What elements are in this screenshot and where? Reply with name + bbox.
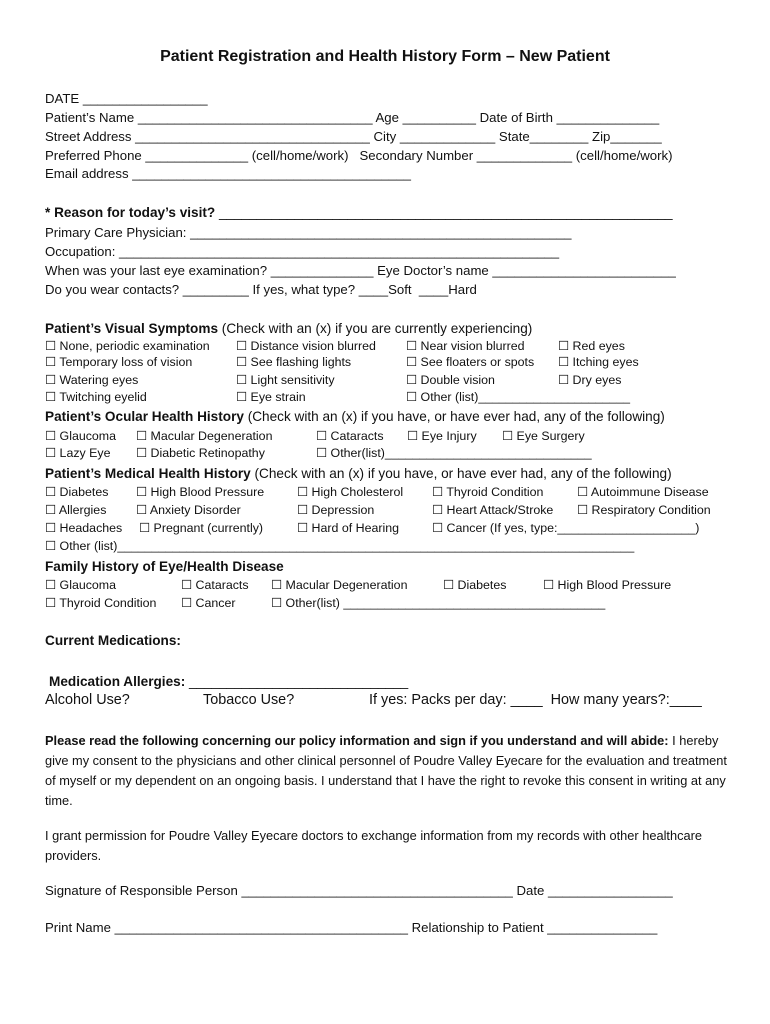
checkbox-respiratory[interactable]: ☐ Respiratory Condition — [577, 503, 711, 517]
medical-note: (Check with an (x) if you have, or have ever had, any of the following) — [250, 466, 672, 481]
checkbox-lazy-eye[interactable]: ☐ Lazy Eye — [45, 446, 111, 460]
checkbox-high-blood-pressure[interactable]: ☐ High Blood Pressure — [136, 485, 265, 499]
checkbox-watering-eyes[interactable]: ☐ Watering eyes — [45, 373, 139, 387]
checkbox-dry-eyes[interactable]: ☐ Dry eyes — [558, 373, 622, 387]
email-line[interactable]: Email address ______________________________________ — [45, 166, 411, 181]
checkbox-floaters[interactable]: ☐ See floaters or spots — [406, 355, 535, 369]
medication-allergies-line[interactable] — [49, 674, 408, 690]
signature-line[interactable]: Signature of Responsible Person _____________________________________ Date _________________ — [45, 883, 673, 898]
permission-paragraph: I grant permission for Poudre Valley Eyecare doctors to exchange information from my records with other healthcare providers. — [45, 828, 702, 863]
tobacco-use-label[interactable]: Tobacco Use? — [203, 692, 295, 708]
checkbox-family-high-bp[interactable]: ☐ High Blood Pressure — [543, 578, 672, 592]
current-medications-label: Current Medications: — [45, 633, 181, 648]
checkbox-heart-attack[interactable]: ☐ Heart Attack/Stroke — [432, 503, 554, 517]
physician-line[interactable]: Primary Care Physician: ____________________________________________________ — [45, 225, 572, 240]
checkbox-double-vision[interactable]: ☐ Double vision — [406, 373, 495, 387]
packs-per-day-line[interactable]: If yes: Packs per day: ____ How many years?:____ — [369, 692, 702, 708]
phone-line[interactable]: Preferred Phone ______________ (cell/home/work) Secondary Number _____________ (cell/home/work) — [45, 148, 673, 163]
checkbox-light-sensitivity[interactable]: ☐ Light sensitivity — [236, 373, 335, 387]
checkbox-family-macular[interactable]: ☐ Macular Degeneration — [271, 578, 408, 592]
visual-note: (Check with an (x) if you are currently experiencing) — [218, 321, 533, 336]
checkbox-eye-injury[interactable]: ☐ Eye Injury — [407, 429, 477, 443]
medication-allergies-blank[interactable]: _____________________________ — [185, 674, 409, 689]
patient-name-line[interactable]: Patient’s Name ________________________________ Age __________ Date of Birth ______________ — [45, 110, 660, 125]
checkbox-allergies[interactable]: ☐ Allergies — [45, 503, 107, 517]
checkbox-anxiety[interactable]: ☐ Anxiety Disorder — [136, 503, 241, 517]
checkbox-visual-other[interactable]: ☐ Other (list)______________________ — [406, 390, 630, 404]
checkbox-itching-eyes[interactable]: ☐ Itching eyes — [558, 355, 639, 369]
checkbox-medical-other[interactable]: ☐ Other (list)___________________________________________________________________________ — [45, 539, 635, 553]
checkbox-family-glaucoma[interactable]: ☐ Glaucoma — [45, 578, 117, 592]
checkbox-diabetes[interactable]: ☐ Diabetes — [45, 485, 109, 499]
address-line[interactable]: Street Address ________________________________ City _____________ State________ Zip_______ — [45, 129, 662, 144]
checkbox-pregnant[interactable]: ☐ Pregnant (currently) — [139, 521, 264, 535]
checkbox-hard-of-hearing[interactable]: ☐ Hard of Hearing — [297, 521, 400, 535]
checkbox-distance-blurred[interactable]: ☐ Distance vision blurred — [236, 339, 376, 353]
medical-history-heading — [45, 465, 672, 482]
checkbox-glaucoma[interactable]: ☐ Glaucoma — [45, 429, 117, 443]
checkbox-near-blurred[interactable]: ☐ Near vision blurred — [406, 339, 525, 353]
last-exam-line[interactable]: When was your last eye examination? ______________ Eye Doctor’s name _________________________ — [45, 263, 676, 278]
visual-symptoms-heading — [45, 320, 532, 337]
form-title: Patient Registration and Health History Form – New Patient — [160, 48, 610, 65]
checkbox-eye-surgery[interactable]: ☐ Eye Surgery — [502, 429, 585, 443]
medication-allergies-label: Medication Allergies: — [49, 674, 186, 689]
checkbox-cancer[interactable]: ☐ Cancer (If yes, type:____________________) — [432, 521, 700, 535]
checkbox-red-eyes[interactable]: ☐ Red eyes — [558, 339, 625, 353]
family-history-heading: Family History of Eye/Health Disease — [45, 559, 284, 574]
checkbox-none-periodic[interactable]: ☐ None, periodic examination — [45, 339, 210, 353]
checkbox-cataracts[interactable]: ☐ Cataracts — [316, 429, 384, 443]
checkbox-ocular-other[interactable]: ☐ Other(list)______________________________ — [316, 446, 592, 460]
checkbox-headaches[interactable]: ☐ Headaches — [45, 521, 123, 535]
checkbox-thyroid-condition[interactable]: ☐ Thyroid Condition — [432, 485, 544, 499]
checkbox-high-cholesterol[interactable]: ☐ High Cholesterol — [297, 485, 404, 499]
print-name-line[interactable]: Print Name ________________________________________ Relationship to Patient _______________ — [45, 920, 658, 935]
checkbox-flashing-lights[interactable]: ☐ See flashing lights — [236, 355, 352, 369]
checkbox-diabetic-retinopathy[interactable]: ☐ Diabetic Retinopathy — [136, 446, 265, 460]
checkbox-family-other[interactable]: ☐ Other(list) ______________________________________ — [271, 596, 606, 610]
ocular-history-heading — [45, 408, 665, 425]
checkbox-family-cataracts[interactable]: ☐ Cataracts — [181, 578, 249, 592]
checkbox-macular-degeneration[interactable]: ☐ Macular Degeneration — [136, 429, 273, 443]
ocular-note: (Check with an (x) if you have, or have ever had, any of the following) — [243, 409, 665, 424]
policy-text: I hereby give my consent to the physicians and other clinical personnel of Poudre Valley Eyecare for the evaluation and treatment of myself or my dependent on an ongoing basis. I understand that I have the right to revoke this consent in writing at any time. — [45, 733, 727, 808]
checkbox-twitching-eyelid[interactable]: ☐ Twitching eyelid — [45, 390, 147, 404]
date-field[interactable]: DATE _________________ — [45, 91, 208, 106]
occupation-line[interactable]: Occupation: ____________________________________________________________ — [45, 244, 560, 259]
checkbox-family-thyroid[interactable]: ☐ Thyroid Condition — [45, 596, 157, 610]
reason-label: * Reason for today’s visit? — [45, 205, 216, 220]
ocular-heading-text: Patient’s Ocular Health History — [45, 409, 244, 424]
reason-blank[interactable]: ____________________________________________________________ — [215, 205, 673, 220]
reason-line[interactable] — [45, 205, 673, 221]
alcohol-use-label[interactable]: Alcohol Use? — [45, 692, 130, 708]
contacts-line[interactable]: Do you wear contacts? _________ If yes, what type? ____Soft ____Hard — [45, 282, 477, 297]
medical-heading-text: Patient’s Medical Health History — [45, 466, 251, 481]
checkbox-depression[interactable]: ☐ Depression — [297, 503, 375, 517]
checkbox-temporary-loss[interactable]: ☐ Temporary loss of vision — [45, 355, 193, 369]
checkbox-autoimmune[interactable]: ☐ Autoimmune Disease — [577, 485, 709, 499]
checkbox-eye-strain[interactable]: ☐ Eye strain — [236, 390, 306, 404]
policy-lead: Please read the following concerning our policy information and sign if you understand and will abide: — [45, 733, 669, 748]
visual-heading-text: Patient’s Visual Symptoms — [45, 321, 219, 336]
checkbox-family-diabetes[interactable]: ☐ Diabetes — [443, 578, 507, 592]
checkbox-family-cancer[interactable]: ☐ Cancer — [181, 596, 236, 610]
policy-paragraph — [45, 731, 735, 811]
